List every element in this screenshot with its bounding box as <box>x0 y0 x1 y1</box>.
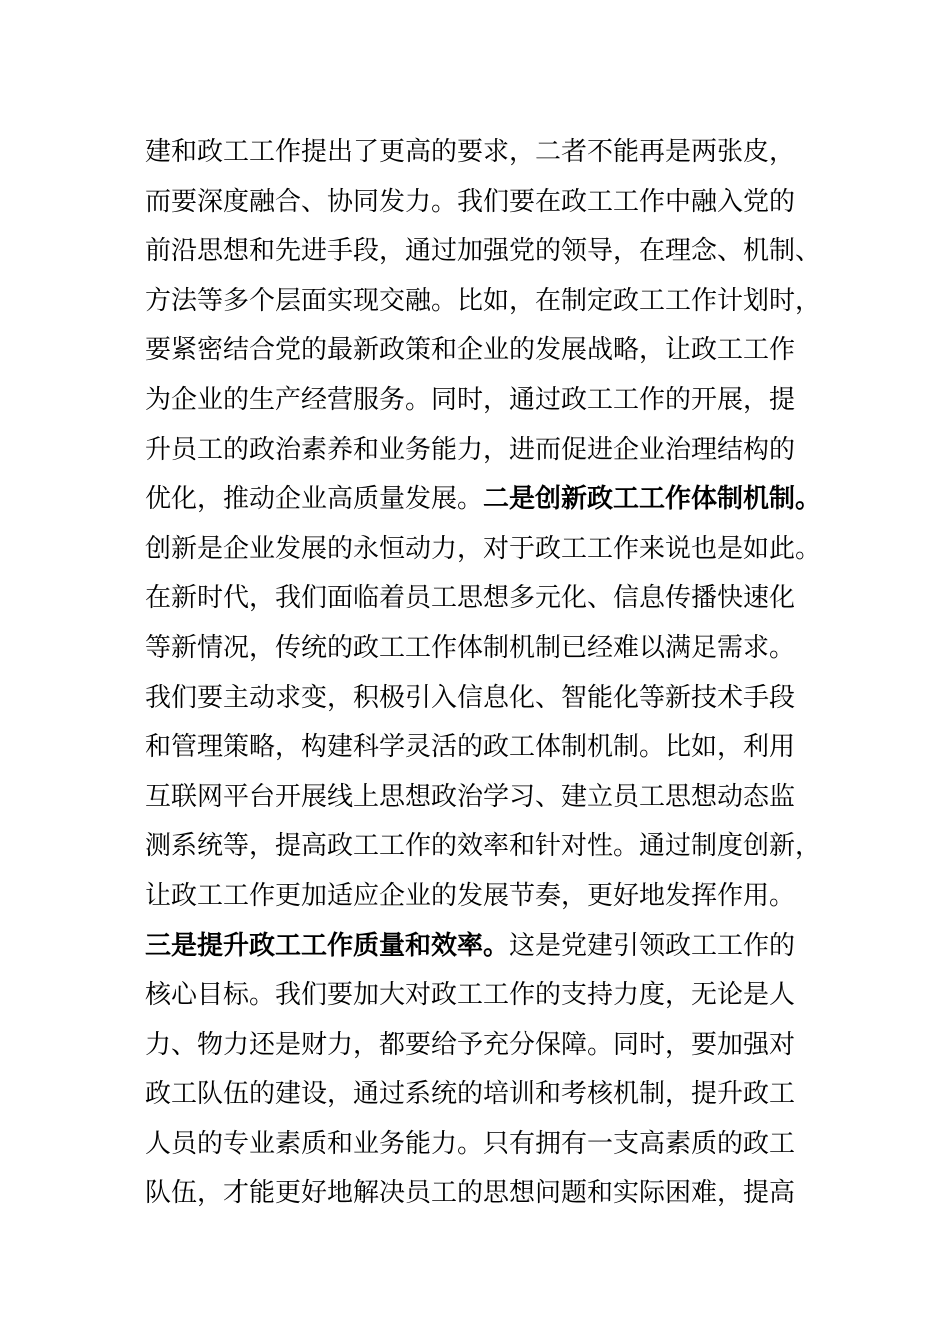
text-line <box>145 1070 825 1120</box>
text-line <box>145 128 825 178</box>
text-line <box>145 723 825 773</box>
text-line <box>145 525 825 575</box>
paragraph-text: 测系统等，提高政工工作的效率和针对性。通过制度创新， <box>145 831 822 862</box>
text-line <box>145 1021 825 1071</box>
paragraph-text: 政工队伍的建设，通过系统的培训和考核机制，提升政工 <box>145 1079 796 1110</box>
text-line <box>145 872 825 922</box>
text-line <box>145 426 825 476</box>
bold-heading-text: 三是提升政工工作质量和效率。 <box>145 930 510 961</box>
text-line <box>145 178 825 228</box>
paragraph-text: 人员的专业素质和业务能力。只有拥有一支高素质的政工 <box>145 1128 796 1159</box>
text-line <box>145 822 825 872</box>
paragraph-text: 核心目标。我们要加大对政工工作的支持力度，无论是人 <box>145 980 796 1011</box>
paragraph-text: 创新是企业发展的永恒动力，对于政工工作来说也是如此。 <box>145 533 822 564</box>
paragraph-text: 方法等多个层面实现交融。比如，在制定政工工作计划时， <box>145 285 822 316</box>
text-line <box>145 624 825 674</box>
text-line <box>145 475 825 525</box>
body-text <box>145 128 825 1219</box>
text-line <box>145 326 825 376</box>
text-line <box>145 922 825 972</box>
paragraph-text: 我们要主动求变，积极引入信息化、智能化等新技术手段 <box>145 682 796 713</box>
paragraph-text: 为企业的生产经营服务。同时，通过政工工作的开展，提 <box>145 384 796 415</box>
text-line <box>145 376 825 426</box>
paragraph-text: 优化，推动企业高质量发展。 <box>145 484 484 515</box>
paragraph-text: 要紧密结合党的最新政策和企业的发展战略，让政工工作 <box>145 335 796 366</box>
text-line <box>145 773 825 823</box>
text-line <box>145 277 825 327</box>
paragraph-text: 在新时代，我们面临着员工思想多元化、信息传播快速化 <box>145 583 796 614</box>
paragraph-text: 力、物力还是财力，都要给予充分保障。同时，要加强对 <box>145 1029 796 1060</box>
text-line <box>145 1169 825 1219</box>
paragraph-text: 等新情况，传统的政工工作体制机制已经难以满足需求。 <box>145 632 796 663</box>
paragraph-text: 前沿思想和先进手段，通过加强党的领导，在理念、机制、 <box>145 236 822 267</box>
paragraph-text: 而要深度融合、协同发力。我们要在政工工作中融入党的 <box>145 186 796 217</box>
paragraph-text: 升员工的政治素养和业务能力，进而促进企业治理结构的 <box>145 434 796 465</box>
text-line <box>145 227 825 277</box>
paragraph-text: 这是党建引领政工工作的 <box>509 930 796 961</box>
text-line <box>145 971 825 1021</box>
paragraph-text: 让政工工作更加适应企业的发展节奏，更好地发挥作用。 <box>145 880 796 911</box>
text-line <box>145 1120 825 1170</box>
paragraph-text: 互联网平台开展线上思想政治学习、建立员工思想动态监 <box>145 781 796 812</box>
paragraph-text: 建和政工工作提出了更高的要求，二者不能再是两张皮， <box>145 137 796 167</box>
text-line <box>145 574 825 624</box>
bold-heading-text: 二是创新政工工作体制机制。 <box>483 484 822 515</box>
paragraph-text: 队伍，才能更好地解决员工的思想问题和实际困难，提高 <box>145 1178 796 1209</box>
text-line <box>145 674 825 724</box>
paragraph-text: 和管理策略，构建科学灵活的政工体制机制。比如，利用 <box>145 732 796 763</box>
